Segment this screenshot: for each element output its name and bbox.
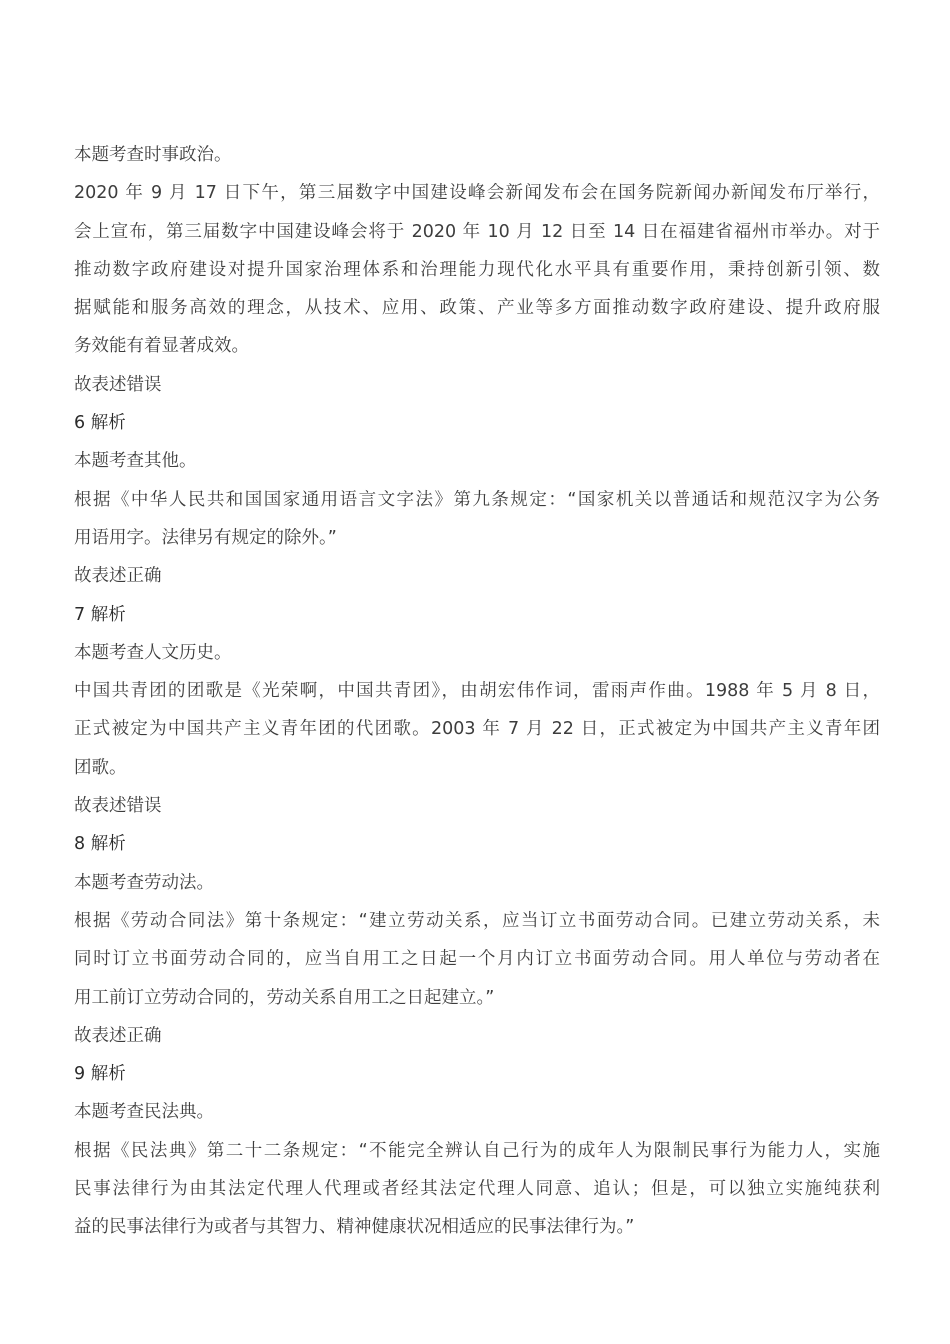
explanation-paragraph: 中国共青团的团歌是《光荣啊，中国共青团》，由胡宏伟作词，雷雨声作曲。1988 年 5 月 8 日， 正式被定为中国共产主义青年团的代团歌。2003 年 7 月 22 日，正式被定为中国共产主义青年团 团歌。 — [74, 681, 880, 778]
conclusion-line: 故表述正确 — [74, 566, 162, 587]
section-heading: 7 解析 — [74, 604, 126, 625]
topic-line: 本题考查民法典。 — [74, 1102, 214, 1123]
topic-line: 本题考查劳动法。 — [74, 872, 214, 893]
section-heading: 9 解析 — [74, 1064, 126, 1085]
explanation-paragraph: 2020 年 9 月 17 日下午，第三届数字中国建设峰会新闻发布会在国务院新闻办新闻发布厅举行， 会上宣布，第三届数字中国建设峰会将于 2020 年 10 月 12 日至 14 日在福建省福州市举办。对于 推动数字政府建设对提升国家治理体系和治理能力现代化水平具有重要作用，秉持创新引领、数 据赋能和服务高效的理念，从技术、应用、政策、产业等多方面推动数字政府建设、提升政府服 务效能有着显著成效。 — [74, 183, 880, 357]
explanation-paragraph: 根据《民法典》第二十二条规定：“不能完全辨认自己行为的成年人为限制民事行为能力人，实施 民事法律行为由其法定代理人代理或者经其法定代理人同意、追认；但是，可以独立实施纯获利 益的民事法律行为或者与其智力、精神健康状况相适应的民事法律行为。” — [74, 1140, 880, 1238]
explanation-paragraph: 根据《劳动合同法》第十条规定：“建立劳动关系，应当订立书面劳动合同。已建立劳动关系，未 同时订立书面劳动合同的，应当自用工之日起一个月内订立书面劳动合同。用人单位与劳动者在 用工前订立劳动合同的，劳动关系自用工之日起建立。” — [74, 910, 880, 1008]
topic-line: 本题考查时事政治。 — [74, 145, 232, 165]
topic-line: 本题考查其他。 — [74, 451, 197, 472]
conclusion-line: 故表述错误 — [74, 374, 162, 395]
document-page — [74, 136, 880, 1247]
section-heading: 6 解析 — [74, 413, 126, 434]
section-heading: 8 解析 — [74, 834, 126, 855]
explanation-paragraph: 根据《中华人民共和国国家通用语言文字法》第九条规定：“国家机关以普通话和规范汉字为公务 用语用字。法律另有规定的除外。” — [74, 489, 880, 548]
conclusion-line: 故表述正确 — [74, 1025, 162, 1046]
topic-line: 本题考查人文历史。 — [74, 642, 232, 663]
conclusion-line: 故表述错误 — [74, 796, 162, 817]
